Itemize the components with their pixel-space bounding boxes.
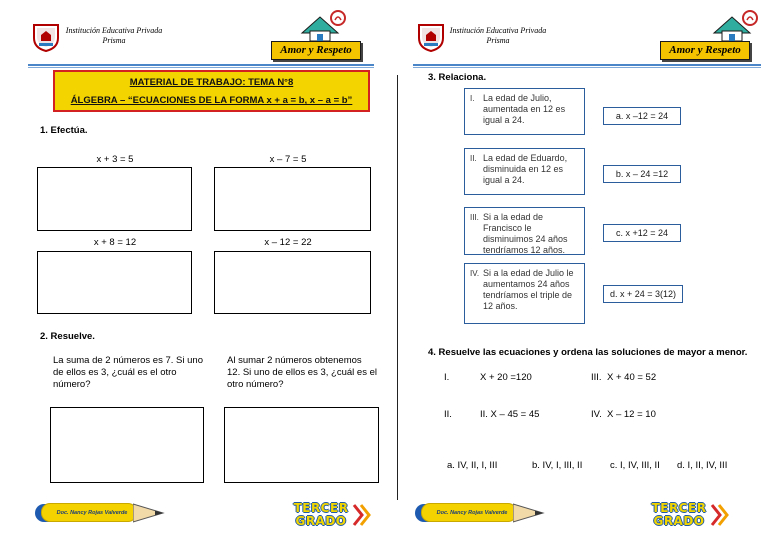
teacher-name: Doc. Nancy Rojas Valverde (421, 503, 517, 522)
answer-box[interactable] (214, 167, 371, 231)
equation-label: x + 8 = 12 (93, 237, 137, 248)
arrow-chevron-icon (352, 503, 374, 527)
grade-label-2: GRADO (653, 514, 705, 528)
motto-banner: Amor y Respeto (660, 41, 750, 60)
answer-option[interactable]: b. IV, I, III, II (532, 460, 583, 471)
equation-roman: III. (591, 372, 602, 383)
statement-card[interactable] (464, 88, 585, 135)
statement-number: III. (470, 213, 479, 222)
school-name: Institución Educativa Privada (65, 26, 163, 35)
pencil-tip-icon (513, 500, 553, 526)
answer-option[interactable]: a. IV, II, I, III (447, 460, 498, 471)
equation-option[interactable]: d. x + 24 = 3(12) (603, 285, 683, 303)
header-rule (413, 64, 761, 66)
problem-text: La suma de 2 números es 7. Si uno de ellos es 3, ¿cuál es el otro número? (53, 355, 203, 390)
school-name: Institución Educativa Privada (449, 26, 547, 35)
house-logo-icon (710, 9, 762, 43)
statement-number: IV. (470, 269, 480, 278)
page-divider (397, 75, 398, 500)
statement-number: I. (470, 94, 475, 103)
section-2-heading: 2. Resuelve. (40, 331, 95, 342)
section-4-heading: 4. Resuelve las ecuaciones y ordena las soluciones de mayor a menor. (428, 347, 748, 358)
teacher-name: Doc. Nancy Rojas Valverde (41, 503, 137, 522)
statement-card[interactable] (464, 148, 585, 195)
equation-roman: IV. (591, 409, 602, 420)
header-rule (28, 64, 374, 66)
equation-roman: I. (444, 372, 450, 383)
statement-card[interactable] (464, 263, 585, 324)
equation-option[interactable]: b. x – 24 =12 (603, 165, 681, 183)
answer-box[interactable] (37, 167, 192, 231)
answer-option[interactable]: c. I, IV, III, II (610, 460, 660, 471)
answer-box[interactable] (224, 407, 379, 483)
answer-option[interactable]: d. I, II, IV, III (677, 460, 728, 471)
grade-label: TERCER (651, 501, 707, 515)
header-rule-thin (28, 67, 374, 68)
answer-box[interactable] (37, 251, 192, 314)
problem-text: Al sumar 2 números obtenemos 12. Si uno de ellos es 3, ¿cuál es el otro número? (227, 355, 377, 390)
school-crest-icon (31, 22, 61, 52)
motto-banner: Amor y Respeto (271, 41, 361, 60)
equation-label: x + 3 = 5 (96, 154, 134, 165)
section-3-heading: 3. Relaciona. (428, 72, 487, 83)
equation-label: x – 12 = 22 (264, 237, 312, 248)
equation-option[interactable]: c. x +12 = 24 (603, 224, 681, 242)
equation-roman: II. (444, 409, 452, 420)
worksheet-title: MATERIAL DE TRABAJO: TEMA N°8 (129, 77, 294, 88)
grade-label-2: GRADO (295, 514, 347, 528)
equation-item: II. X – 45 = 45 (480, 409, 540, 420)
answer-box[interactable] (214, 251, 371, 314)
section-1-heading: 1. Efectúa. (40, 125, 88, 136)
answer-box[interactable] (50, 407, 204, 483)
school-name-line2: Prisma (102, 36, 126, 45)
statement-text: La edad de Julio, aumentada en 12 es igual a 24. (483, 93, 566, 125)
equation-item: X + 40 = 52 (607, 372, 657, 383)
pencil-tip-icon (133, 500, 173, 526)
house-logo-icon (298, 9, 350, 43)
statement-text: Si a la edad de Julio le aumentamos 24 años tendríamos el triple de 12 años. (483, 268, 574, 311)
title-box (53, 70, 370, 112)
equation-item: X + 20 =120 (480, 372, 532, 383)
equation-option[interactable]: a. x –12 = 24 (603, 107, 681, 125)
equation-label: x – 7 = 5 (269, 154, 307, 165)
statement-text: Si a la edad de Francisco le disminuimos 24 años tendríamos 12 años. (483, 212, 568, 255)
statement-card[interactable] (464, 207, 585, 255)
equation-item: X – 12 = 10 (607, 409, 656, 420)
school-name-line2: Prisma (486, 36, 510, 45)
statement-text: La edad de Eduardo, disminuida en 12 es igual a 24. (483, 153, 568, 185)
worksheet-subtitle: ÁLGEBRA – “ECUACIONES DE LA FORMA x + a = b, x – a = b” (70, 95, 353, 106)
statement-number: II. (470, 154, 477, 163)
header-rule-thin (413, 67, 761, 68)
grade-label: TERCER (293, 501, 349, 515)
arrow-chevron-icon (710, 503, 732, 527)
